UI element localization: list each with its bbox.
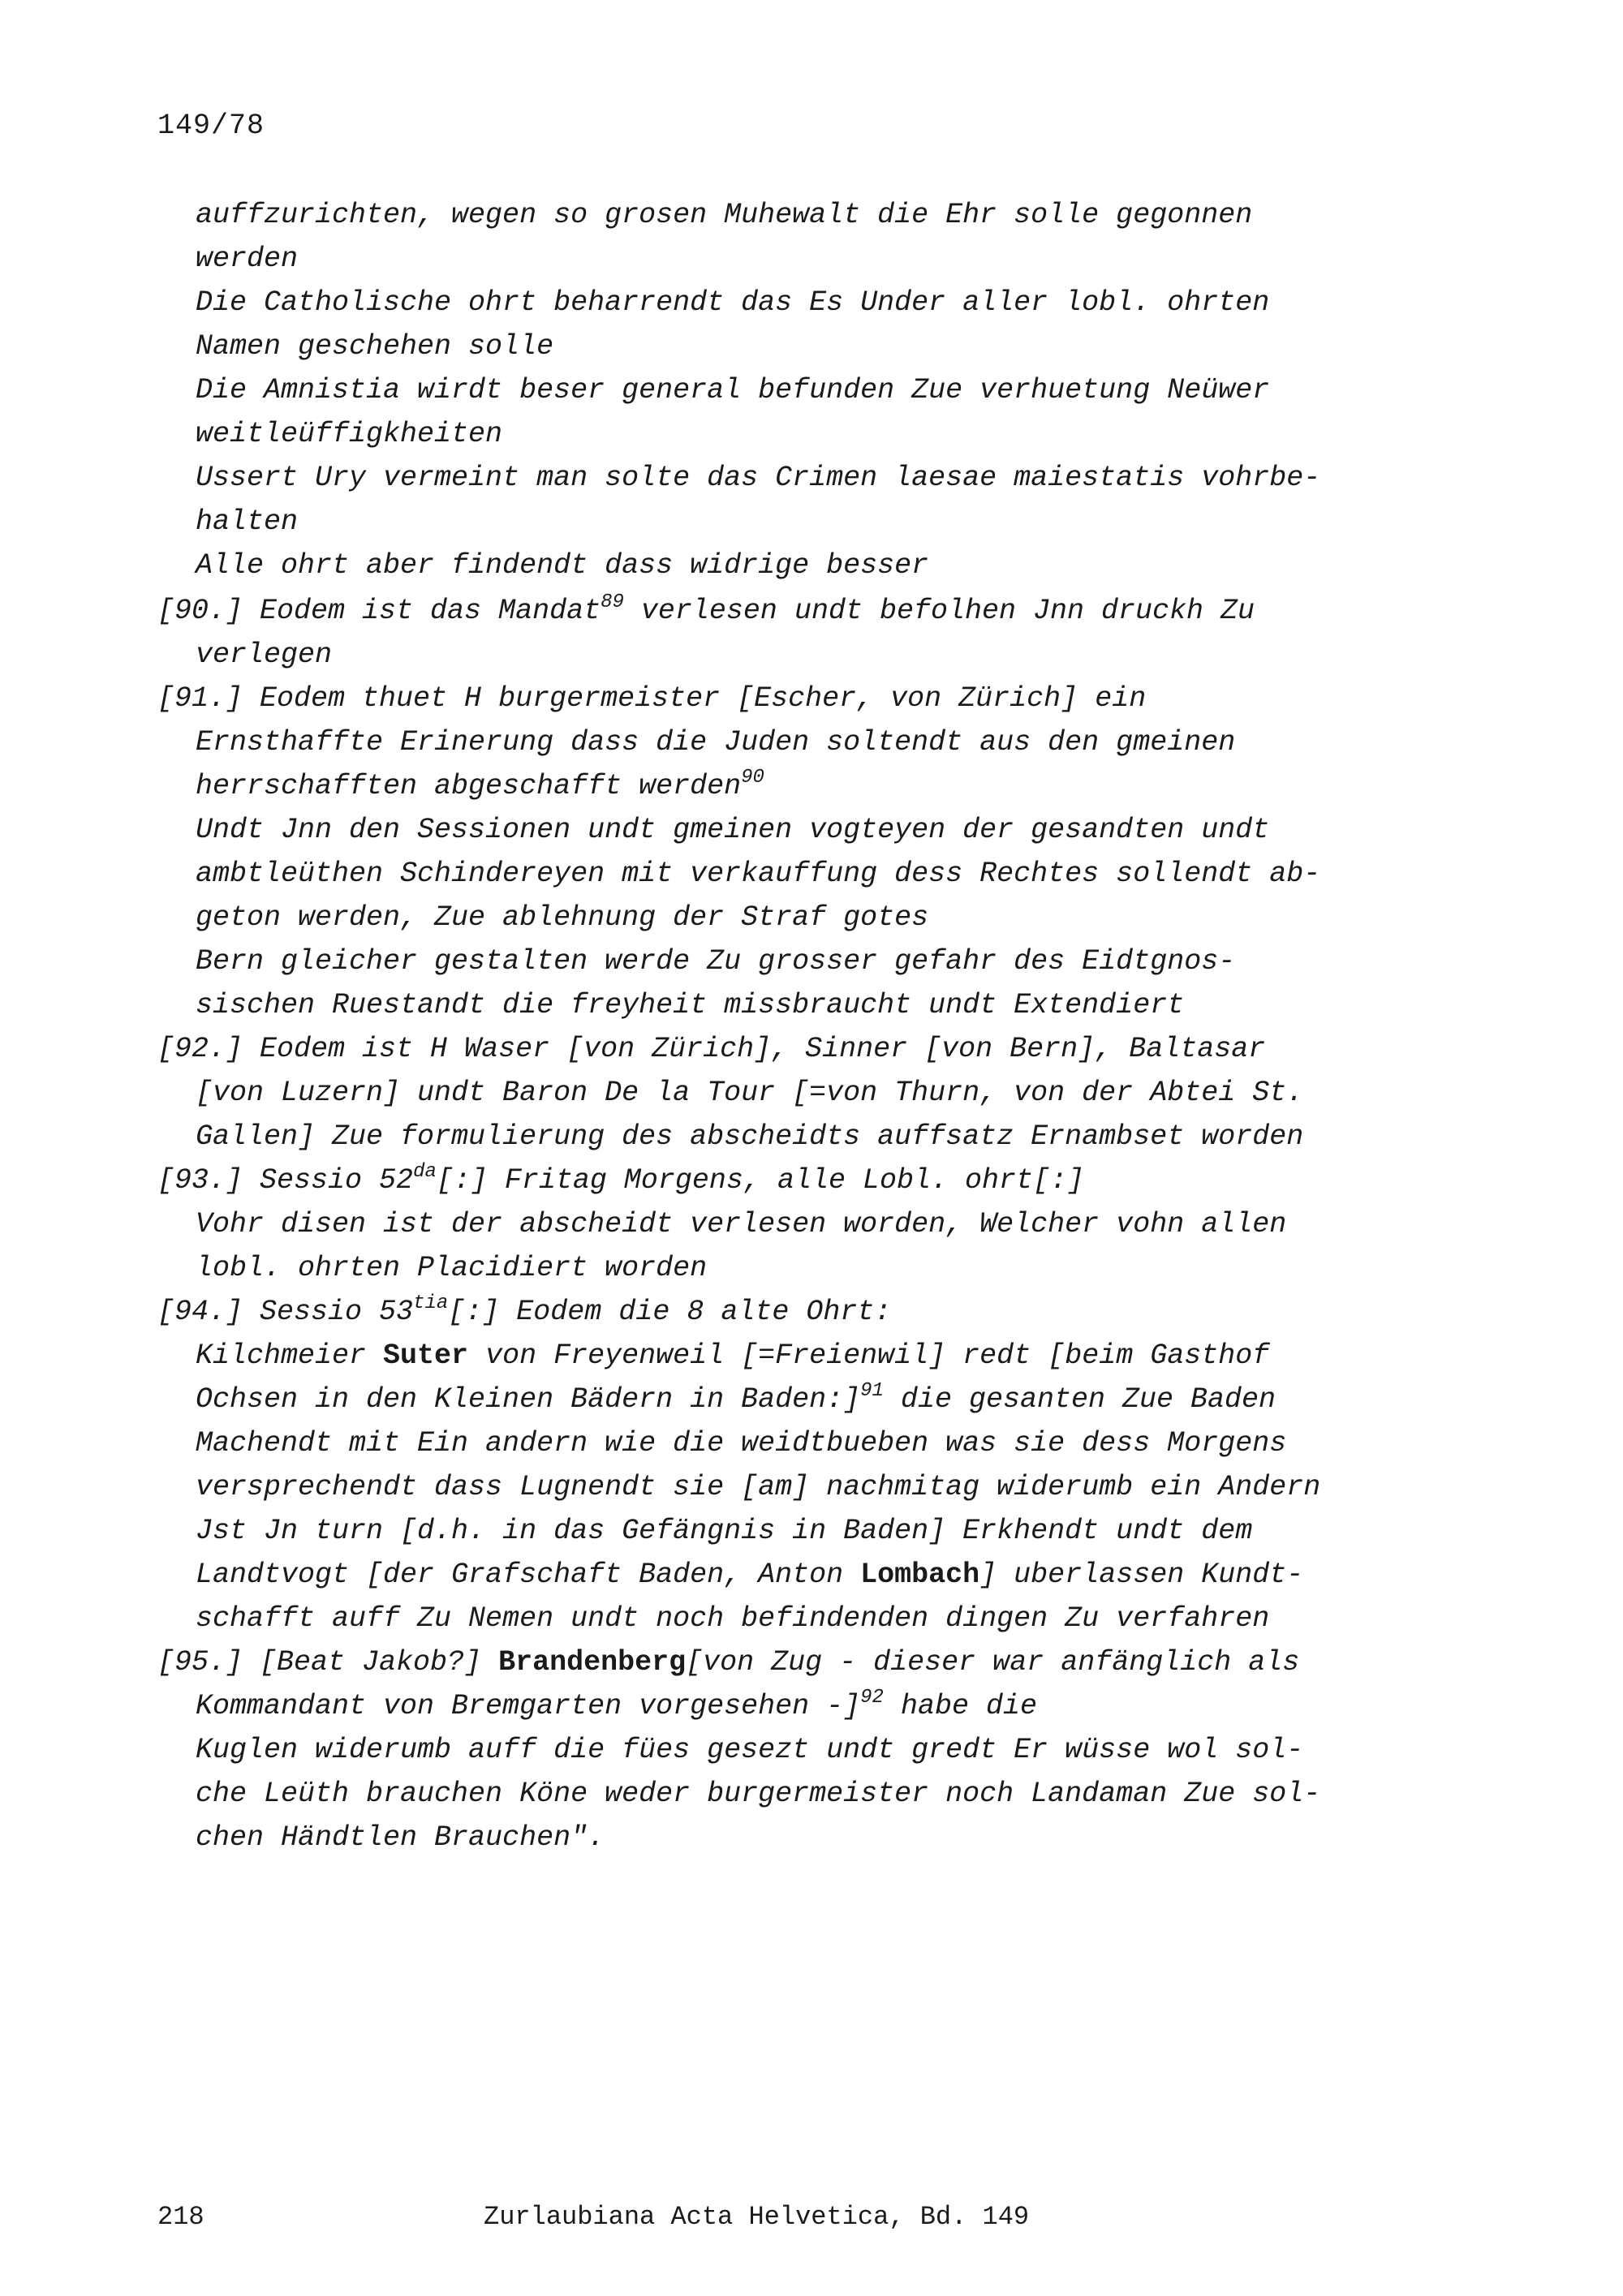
paragraph-ury [157,456,1423,544]
text-line: schafft auff Zu Nemen undt noch befindenden dingen Zu verfahren [196,1602,1270,1635]
text-line: Undt Jnn den Sessionen undt gmeinen vogteyen der gesandten undt [196,814,1270,846]
entry-94 [157,1290,1423,1640]
text-line: chen Händtlen Brauchen". [196,1821,605,1854]
text-line: versprechendt dass Lugnendt sie [am] nachmitag widerumb ein Andern [196,1471,1321,1503]
superscript-da: da [413,1161,437,1183]
text-line: Machendt mit Ein andern wie die weidtbueben was sie dess Morgens [196,1427,1287,1460]
text-line: lobl. ohrten Placidiert worden [196,1252,708,1284]
superscript-tia: tia [413,1292,449,1314]
text-line: [95.] [Beat Jakob?] Brandenberg[von Zug - dieser war anfänglich als [157,1646,1300,1679]
text-line: Die Catholische ohrt beharrendt das Es Under aller lobl. ohrten [196,286,1270,319]
footnote-ref-91: 91 [860,1380,884,1402]
text-line: sischen Ruestandt die freyheit missbraucht undt Extendiert [196,989,1185,1021]
running-footer-title: Zurlaubiana Acta Helvetica, Bd. 149 [484,2202,1030,2232]
footnote-ref-90: 90 [741,767,764,789]
text-line: Alle ohrt aber findendt dass widrige besser [196,549,929,582]
entry-95 [157,1640,1423,1860]
folio-number: 149/78 [157,110,265,142]
text-line: Landtvogt [der Grafschaft Baden, Anton Lombach] uberlassen Kundt- [196,1559,1304,1591]
text-line: [92.] Eodem ist H Waser [von Zürich], Sinner [von Bern], Baltasar [157,1033,1266,1065]
paragraph-continuation [157,193,1423,281]
paragraph-amnesty [157,368,1423,456]
entry-93 [157,1159,1423,1290]
document-body [157,193,1423,1860]
person-name-suter: Suter [383,1339,469,1372]
text-line: Gallen] Zue formulierung des abscheidts auffsatz Ernambset worden [196,1120,1304,1153]
text-line: [91.] Eodem thuet H burgermeister [Escher, von Zürich] ein [157,682,1147,715]
text-line: halten [196,505,299,538]
text-line: [93.] Sessio $52^{da}[:]$ Fritag Morgens, alle Lobl. ohrt[:] [157,1161,1085,1197]
entry-92 [157,1027,1423,1159]
text-line: Namen geschehen solle [196,330,554,363]
text-line: weitleüffigkheiten [196,418,503,450]
text-line: Ernsthaffte Erinerung dass die Juden soltendt aus den gmeinen [196,726,1236,759]
footnote-ref-92: 92 [860,1687,884,1709]
text-line: [94.] Sessio $53^{tia}[:]$ Eodem die 8 alte Ohrt: [157,1292,892,1328]
text-line: verlegen [196,638,333,671]
text-line: [von Luzern] undt Baron De la Tour [=von Thurn, von der Abtei St. [196,1077,1304,1109]
text-line: Ochsen in den Kleinen Bädern in Baden:]$^{91}$ die gesanten Zue Baden [196,1380,1276,1416]
footnote-ref-89: 89 [601,591,624,613]
text-line: ambtleüthen Schindereyen mit verkauffung dess Rechtes sollendt ab- [196,858,1321,890]
text-line: [90.] Eodem ist das Mandat$^{89}$ verlesen undt befolhen Jnn druckh Zu [157,591,1255,627]
text-line: werden [196,243,299,275]
entry-90 [157,589,1423,677]
paragraph-catholic-places [157,281,1423,368]
page-number: 218 [157,2202,204,2232]
text-line: Kuglen widerumb auff die fües gesezt undt gredt Er wüsse wol sol- [196,1734,1304,1766]
text-line: Die Amnistia wirdt beser general befunden Zue verhuetung Neüwer [196,374,1270,406]
text-line: Bern gleicher gestalten werde Zu grosser gefahr des Eidtgnos- [196,945,1236,978]
text-line: Vohr disen ist der abscheidt verlesen worden, Welcher vohn allen [196,1208,1287,1240]
text-line: geton werden, Zue ablehnung der Straf gotes [196,901,929,934]
text-line: che Leüth brauchen Köne weder burgermeister noch Landaman Zue sol- [196,1778,1321,1810]
text-line: auffzurichten, wegen so grosen Muhewalt die Ehr solle gegonnen [196,199,1253,231]
text-line: Kommandant von Bremgarten vorgesehen -]$^{92}$ habe die [196,1687,1037,1722]
paragraph-alle-ohrt [157,544,1423,587]
person-name-brandenberg: Brandenberg [498,1646,687,1679]
text-line: Ussert Ury vermeint man solte das Crimen laesae maiestatis vohrbe- [196,462,1321,494]
text-line: Jst Jn turn [d.h. in das Gefängnis in Baden] Erkhendt undt dem [196,1515,1253,1547]
person-name-lombach: Lombach [860,1559,980,1591]
entry-91 [157,677,1423,1027]
text-line: herrschafften abgeschafft werden$^{90}$ [196,767,764,802]
text-line: Kilchmeier Suter von Freyenweil [=Freienwil] redt [beim Gasthof [196,1339,1270,1372]
